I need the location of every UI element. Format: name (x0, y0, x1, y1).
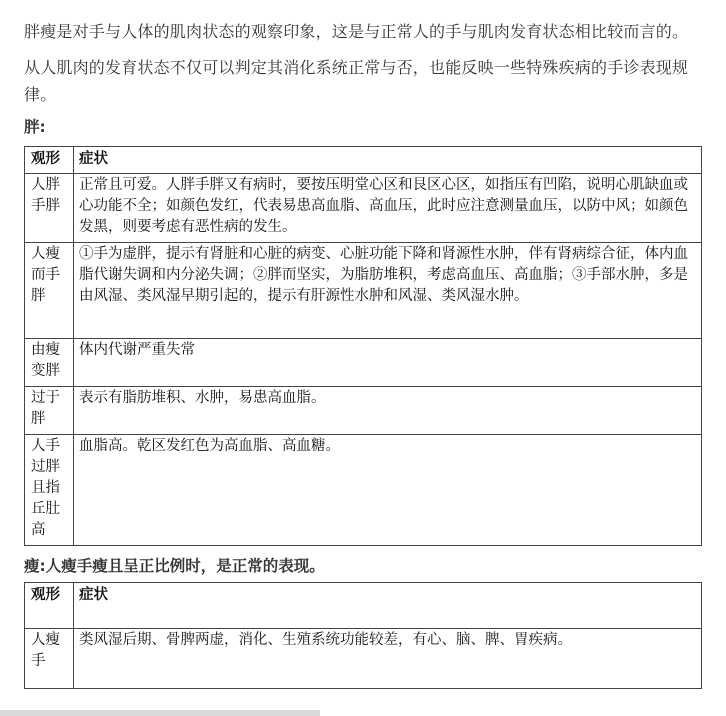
table-header-row (25, 147, 702, 174)
intro-paragraph-2: 从人肌肉的发育状态不仅可以判定其消化系统正常与否，也能反映一些特殊疾病的手诊表现规律。 (24, 58, 689, 104)
row-form: 过于胖 (25, 387, 74, 435)
table-row (25, 435, 702, 546)
table-row (25, 629, 702, 689)
thin-symptom-table (24, 582, 702, 689)
header-symptom: 症状 (74, 583, 702, 629)
row-form: 人瘦而手胖 (25, 243, 74, 339)
fat-symptom-table (24, 146, 702, 546)
table-row (25, 243, 702, 339)
row-form: 由瘦变胖 (25, 339, 74, 387)
header-form: 观形 (25, 583, 74, 629)
row-form: 人手过胖且指丘肚高 (25, 435, 74, 546)
table-row (25, 339, 702, 387)
intro-paragraph-1: 胖瘦是对手与人体的肌肉状态的观察印象，这是与正常人的手与肌肉发育状态相比较而言的。 (24, 22, 689, 41)
row-symptom: 血脂高。乾区发红色为高血脂、高血糖。 (74, 435, 702, 546)
table-row (25, 387, 702, 435)
article (24, 0, 704, 689)
row-form: 人胖手胖 (25, 174, 74, 243)
row-form: 人瘦手 (25, 629, 74, 689)
row-symptom: 体内代谢严重失常 (74, 339, 702, 387)
row-symptom: 正常且可爱。人胖手胖又有病时，要按压明堂心区和艮区心区，如指压有凹陷，说明心肌缺血或心功能不全；如颜色发红，代表易患高血脂、高血压，此时应注意测量血压，以防中风；如颜色发黑，则要考虑有恶性病的发生。 (74, 174, 702, 243)
row-symptom: 表示有脂肪堆积、水肿，易患高血脂。 (74, 387, 702, 435)
table-row (25, 174, 702, 243)
row-symptom: ①手为虚胖，提示有肾脏和心脏的病变、心脏功能下降和肾源性水肿，伴有肾病综合征，体内血脂代谢失调和内分泌失调；②胖而坚实，为脂肪堆积，考虑高血压、高血脂；③手部水肿，多是由风湿、类风湿早期引起的，提示有肝源性水肿和风湿、类风湿水肿。 (74, 243, 702, 339)
table-header-row (25, 583, 702, 629)
header-symptom: 症状 (74, 147, 702, 174)
header-form: 观形 (25, 147, 74, 174)
horizontal-scrollbar[interactable] (0, 710, 320, 716)
section-heading-thin: 瘦:人瘦手瘦且呈正比例时，是正常的表现。 (24, 557, 325, 575)
row-symptom: 类风湿后期、骨脾两虚，消化、生殖系统功能较差，有心、脑、脾、胃疾病。 (74, 629, 702, 689)
section-heading-fat: 胖: (24, 118, 46, 136)
